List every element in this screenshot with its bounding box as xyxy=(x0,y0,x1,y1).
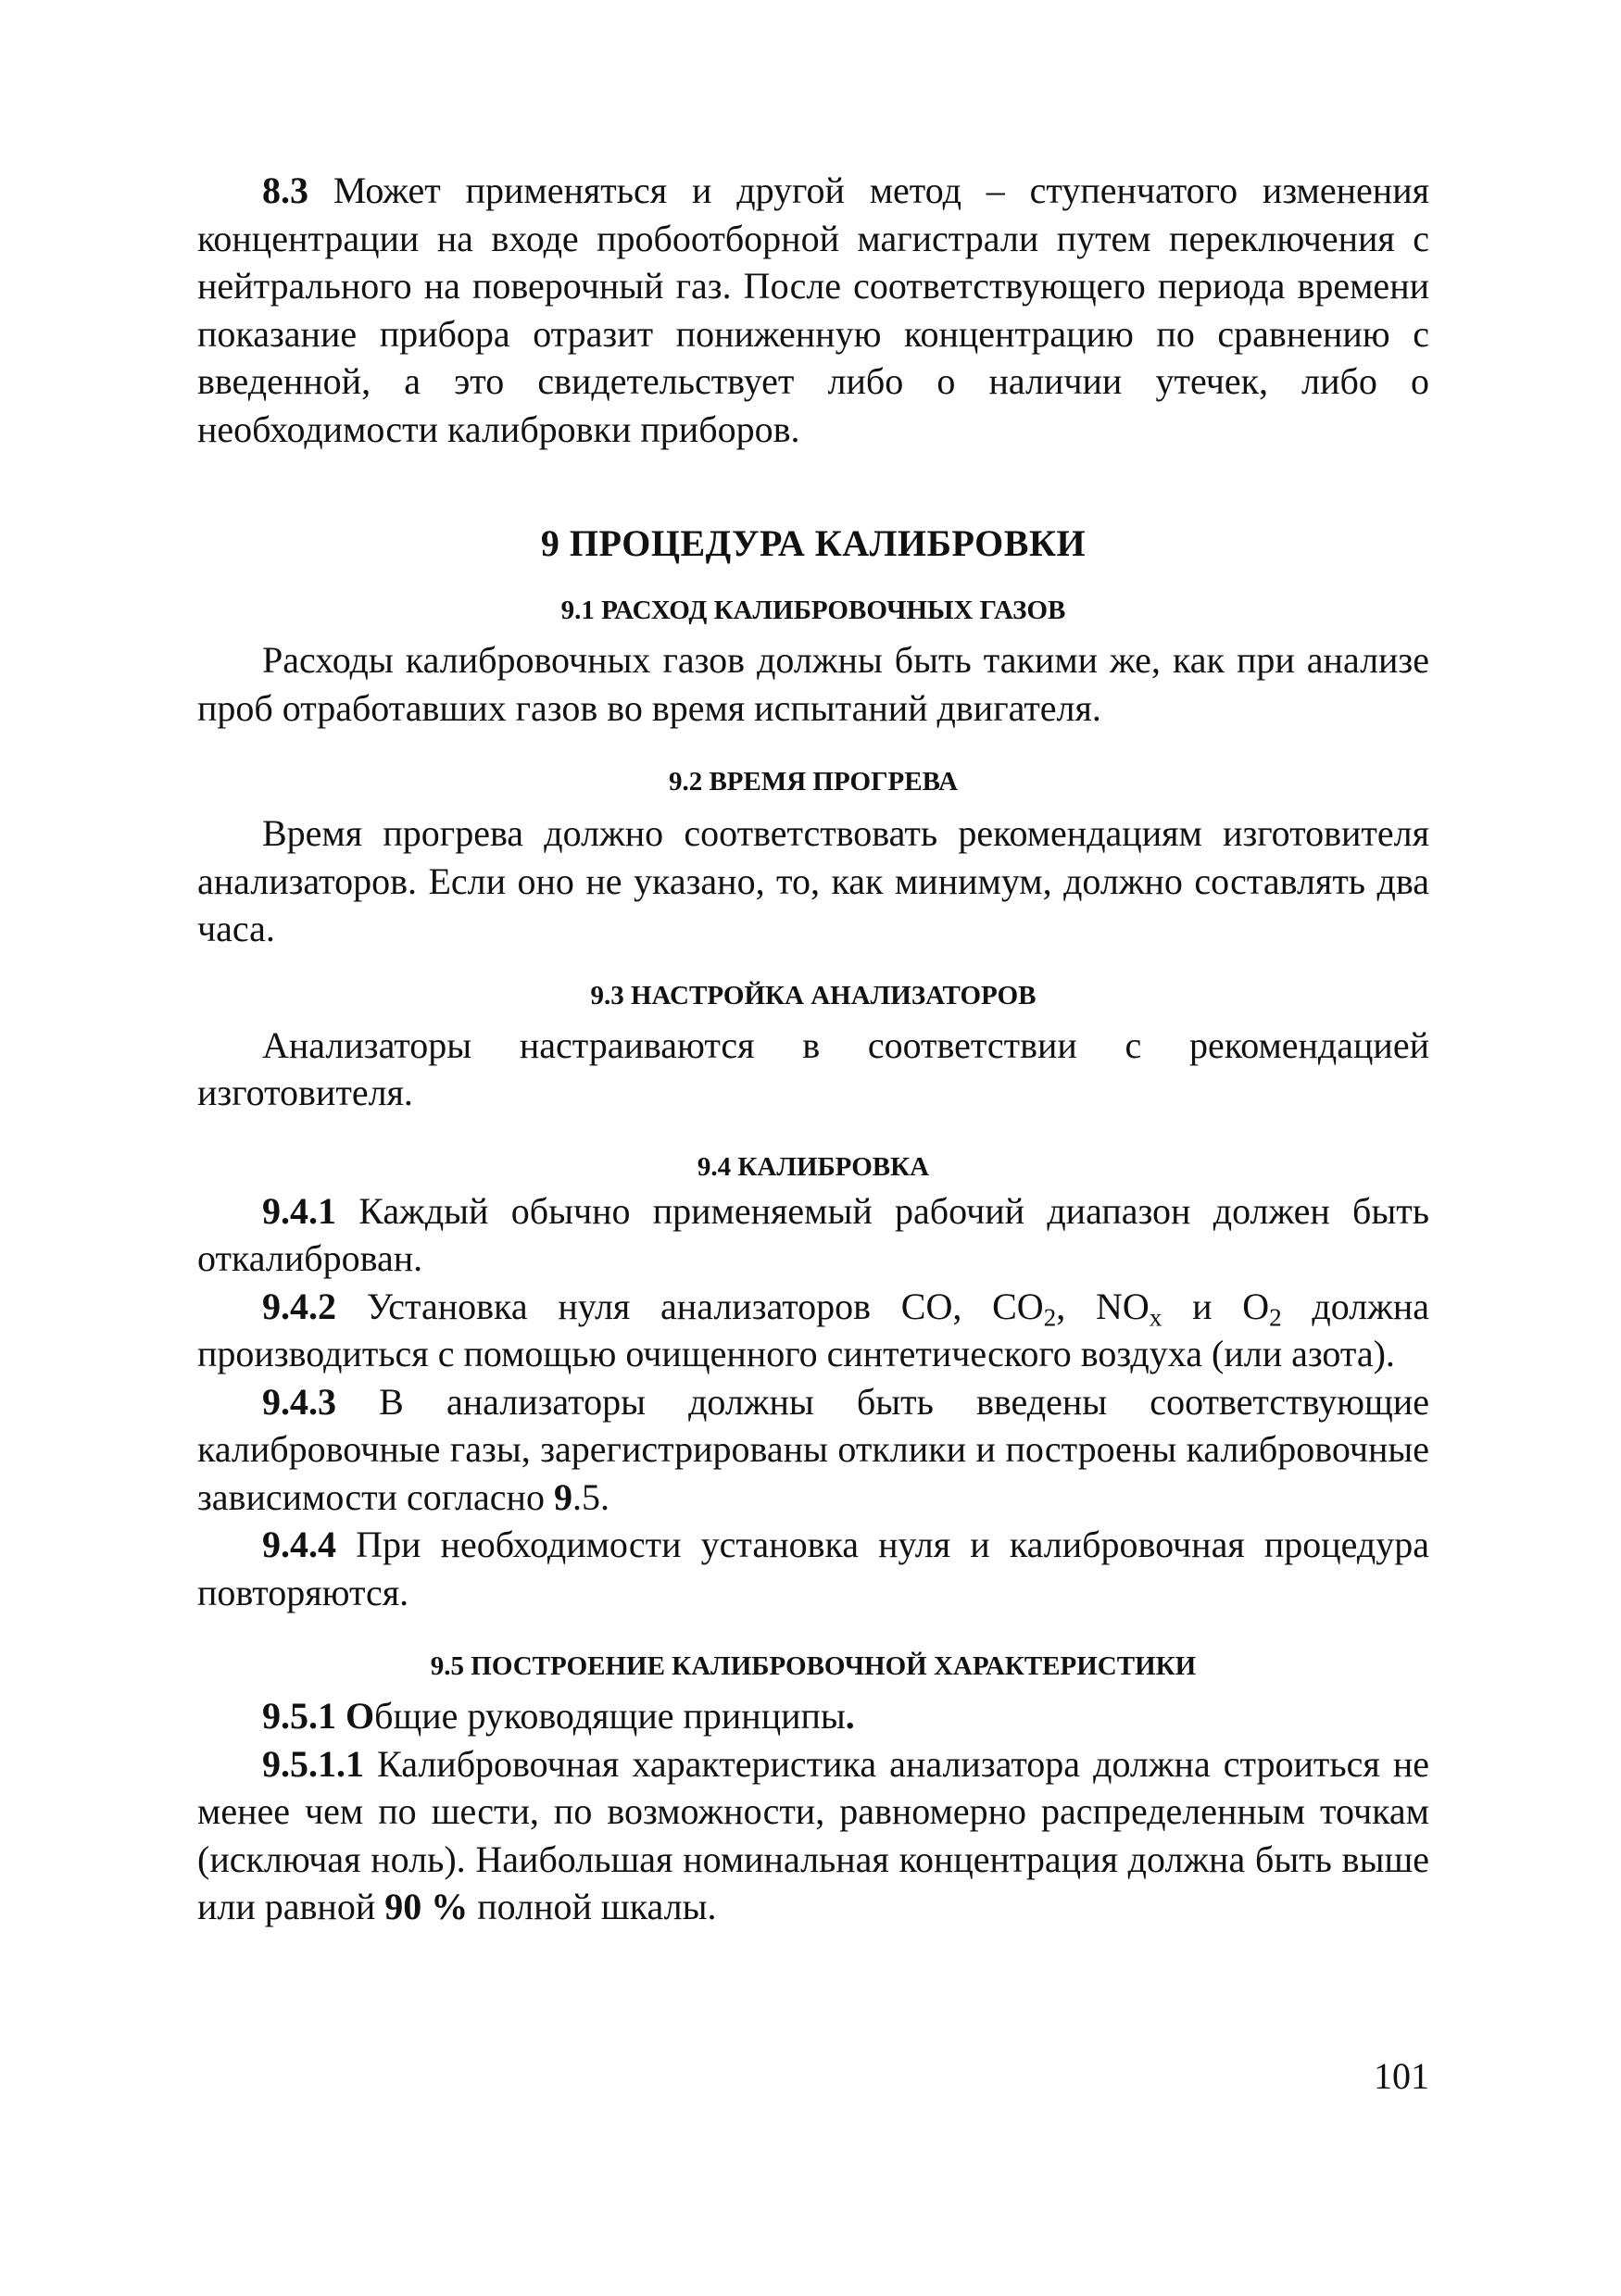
paragraph-text: Каждый обычно применяемый рабочий диапазон должен быть откалиброван. xyxy=(197,1189,1429,1279)
paragraph-text: .5. xyxy=(572,1475,609,1518)
subsection-heading-9-5: 9.5 ПОСТРОЕНИЕ КАЛИБРОВОЧНОЙ ХАРАКТЕРИСТИКИ xyxy=(430,1651,1197,1681)
spacer xyxy=(197,1616,1429,1646)
paragraph-text: , NO xyxy=(1056,1285,1150,1327)
page-number: 101 xyxy=(1374,2055,1429,2097)
paragraph-9-4-3 xyxy=(197,1378,1429,1522)
paragraph-text: полной шкалы. xyxy=(468,1886,717,1927)
paragraph-text: и O xyxy=(1162,1285,1270,1327)
paragraph-8-3 xyxy=(197,167,1429,453)
subsection-heading-9-4: 9.4 КАЛИБРОВКА xyxy=(697,1151,930,1182)
paragraph-text: Установка нуля анализаторов CO, CO xyxy=(336,1285,1044,1327)
paragraph-bold-value: 90 % xyxy=(384,1886,469,1927)
subsection-heading-9-1: 9.1 РАСХОД КАЛИБРОВОЧНЫХ ГАЗОВ xyxy=(560,596,1066,625)
document-page xyxy=(197,167,1429,1931)
paragraph-number: 9.5.1.1 xyxy=(262,1742,364,1785)
paragraph-text: Калибровочная характеристика анализатора должна строиться не менее чем по шести, по возможности, равномерно распределенным точкам (исключая ноль). Наибольшая номинальная концентрация должна быть выше или равной xyxy=(197,1742,1429,1927)
spacer xyxy=(197,732,1429,761)
paragraph-9-5-1 xyxy=(197,1692,1429,1740)
paragraph-text: бщие руководящие принципы xyxy=(374,1695,846,1737)
paragraph-number: 8.3 xyxy=(262,169,308,211)
paragraph-text: В анализаторы должны быть введены соответствующие калибровочные газы, зарегистрированы отклики и построены калибровочные зависимости согласно xyxy=(197,1380,1429,1518)
paragraph-number: 9.4.2 xyxy=(262,1285,336,1327)
spacer xyxy=(197,802,1429,809)
paragraph-9-5-1-1 xyxy=(197,1740,1429,1931)
subsection-heading-9-2: 9.2 ВРЕМЯ ПРОГРЕВА xyxy=(668,767,959,797)
paragraph-text: При необходимости установка нуля и калибровочная процедура повторяются. xyxy=(197,1524,1429,1613)
paragraph-9-4-2 xyxy=(197,1283,1429,1378)
spacer xyxy=(197,1117,1429,1147)
subscript: 2 xyxy=(1043,1303,1057,1332)
spacer xyxy=(197,953,1429,975)
paragraph-text: Может применяться и другой метод – ступенчатого изменения концентрации на входе пробоотборной магистрали путем переключения с нейтрального на поверочный газ. После соответствующего периода времени показание прибора отразит пониженную концентрацию по сравнению с введенной, а это свидетельствует либо о наличии утечек, либо о необходимости калибровки приборов. xyxy=(197,169,1429,450)
paragraph-text: . xyxy=(845,1695,855,1737)
paragraph-text: О xyxy=(336,1695,375,1737)
paragraph-9-2: Время прогрева должно соответствовать рекомендациям изготовителя анализаторов. Если оно не указано, то, как минимум, должно составлять два часа. xyxy=(197,812,1429,949)
section-title: 9 ПРОЦЕДУРА КАЛИБРОВКИ xyxy=(540,522,1087,564)
spacer xyxy=(197,453,1429,518)
spacer xyxy=(197,570,1429,590)
paragraph-number: 9.4.1 xyxy=(262,1189,336,1232)
paragraph-number: 9.4.4 xyxy=(262,1524,336,1565)
paragraph-9-4-1 xyxy=(197,1187,1429,1283)
paragraph-number: 9.5.1 xyxy=(262,1695,336,1737)
paragraph-9-3: Анализаторы настраиваются в соответствии с рекомендацией изготовителя. xyxy=(197,1023,1429,1113)
paragraph-number: 9.4.3 xyxy=(262,1380,336,1423)
paragraph-9-1: Расходы калибровочных газов должны быть такими же, как при анализе проб отработавших газов во время испытаний двигателя. xyxy=(197,639,1429,729)
paragraph-9-4-4 xyxy=(197,1521,1429,1616)
subsection-heading-9-3: 9.3 НАСТРОЙКА АНАЛИЗАТОРОВ xyxy=(590,980,1037,1010)
paragraph-reference: 9 xyxy=(553,1475,572,1518)
subscript: x xyxy=(1149,1303,1162,1332)
subscript: 2 xyxy=(1269,1303,1282,1332)
paragraph-text: должна производиться с помощью очищенного синтетического воздуха (или азота). xyxy=(197,1285,1429,1374)
